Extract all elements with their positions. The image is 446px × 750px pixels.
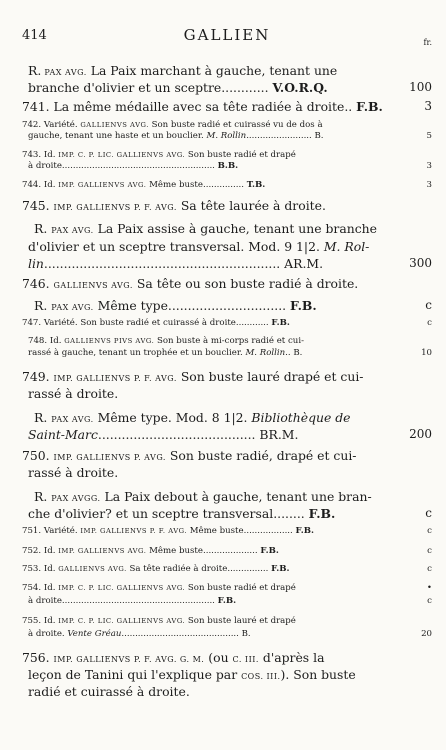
text-run: PAX AVG. [41,68,87,77]
text-run: 755. Id. [22,616,59,626]
line-text [22,526,314,536]
line-text [28,684,190,699]
line-text [28,131,324,141]
text-run: Son buste lauré drapé et cui- [176,369,364,384]
text-run: 751. Variété. [22,526,81,536]
text-run: 754. Id. [22,583,59,593]
line-text [28,629,251,639]
text-run: IMP. GALLIENVS AVG. [58,181,147,189]
text-run: rassé à droite. [28,465,119,480]
text-run: ........................................... B. [121,629,251,639]
text-run: IMP. GALLIENVS P. F. AVG. G. M. [53,655,205,664]
text-run: PAX AVG. [51,415,94,424]
text-run: gauche, tenant une haste et un bouclier. [28,131,207,141]
line-text [28,348,302,358]
price-value: 300 [409,256,432,270]
page-number: 414 [22,28,47,43]
text-run: M. Rollin [245,348,286,358]
text-run: Même buste............... [146,180,247,190]
text-run: R. [34,410,52,425]
text-run: 746. [22,276,54,291]
price-value: • [426,583,432,593]
text-run: La Paix assise à gauche, tenant une branche [93,221,377,236]
line-text [28,596,236,606]
text-run: Son buste radié et cuirassé vu de dos à [148,120,323,130]
text-run: d'olivier et un sceptre transversal. Mod. 9 1|2. [28,239,324,254]
line-text [28,256,323,271]
line-text [22,120,323,130]
text-run: F.B. [356,99,383,114]
text-run: 756. [22,650,54,665]
price-column-label: fr. [423,38,432,47]
line-text [22,616,296,626]
text-run: 743. Id. [22,150,59,160]
line-text [28,80,328,95]
text-run: 752. Id. [22,546,59,556]
price-value: 10 [421,348,432,358]
text-run: R. [34,298,52,313]
text-run: C. III. [232,655,259,664]
text-run: 747. Variété. Son buste radié et cuirassé à droite............ [22,318,272,328]
page-title: GALLIEN [183,26,271,44]
line-text [28,336,304,346]
text-run: IMP. C. P. LIC. GALLIENVS AVG. [58,151,186,159]
text-run: lin [28,256,44,271]
line-text [28,386,118,401]
text-run: (ou [204,650,233,665]
text-run: 741. La même médaille avec sa tête radiée à droite.. [22,99,357,114]
text-run: à droite........................................................ [28,596,218,606]
line-text [34,298,317,313]
text-run: ............................................................ AR.M. [43,256,324,271]
line-text [22,583,296,593]
line-text [22,546,279,556]
text-run: R. [34,489,52,504]
line-text [28,239,369,254]
price-value: 3 [426,180,432,190]
text-run: F.B. [217,596,237,606]
text-run: IMP. C. P. LIC. GALLIENVS AVG. [58,584,186,592]
text-run: GALLIENVS PIVS AVG. [64,337,155,345]
line-text [22,150,296,160]
line-text [22,318,290,328]
line-text [22,564,290,574]
text-run: Saint-Marc [28,427,98,442]
text-run: R. [34,221,52,236]
text-run: Son buste radié, drapé et cui- [165,448,357,463]
text-run: 749. [22,369,54,384]
price-value: 200 [409,427,432,441]
text-run: 742. Variété. [22,120,81,130]
text-run: GALLIENVS AVG. [53,281,133,290]
text-run: Même type.............................. [93,298,291,313]
text-run: M. Rollin [206,131,247,141]
text-run: rassé à droite. [28,386,119,401]
text-run: GALLIENVS AVG. [58,565,127,573]
text-run: Son buste radié et drapé [185,583,296,593]
text-run: IMP. GALLIENVS P. F. AVG. [53,203,177,212]
text-run: F.B. [271,318,290,328]
price-value: c [427,546,432,556]
text-run: IMP. C. P. LIC. GALLIENVS AVG. [58,617,186,625]
price-value: 3 [426,161,432,171]
price-value: 20 [421,629,432,639]
text-run: V.O.R.Q. [272,80,328,95]
line-text [22,650,324,665]
text-run: IMP. GALLIENVS P. F. AVG. [53,374,177,383]
text-run: Son buste lauré et drapé [185,616,296,626]
price-value: c [427,596,432,606]
text-run: F.B. [290,298,317,313]
text-run: 744. Id. [22,180,59,190]
text-run: ). Son buste [280,667,356,682]
text-run: Vente Gréau [67,629,122,639]
line-text [28,465,118,480]
text-run: Son buste radié et drapé [185,150,296,160]
text-run: Son buste à mi-corps radié et cui- [154,336,304,346]
text-run: Même buste.................... [146,546,261,556]
text-run: IMP. GALLIENVS AVG. [58,547,147,555]
text-run: F.B. [260,546,279,556]
line-text [34,221,377,236]
text-run: B.B. [217,161,239,171]
text-run: branche d'olivier et un sceptre............ [28,80,273,95]
text-run: F.B. [295,526,314,536]
line-text [28,63,337,78]
line-text [28,427,298,442]
text-run: La Paix marchant à gauche, tenant une [86,63,338,78]
text-run: che d'olivier? et un sceptre transversal........ [28,506,309,521]
text-run: Sa tête ou son buste radié à droite. [132,276,359,291]
text-run: 748. Id. [28,336,65,346]
text-run: à droite........................................................ [28,161,218,171]
price-value: c [425,298,432,312]
line-text [22,276,358,291]
text-run: M. Rol- [323,239,370,254]
text-run: PAX AVGG. [51,494,101,503]
line-text [22,448,357,463]
line-text [28,506,335,521]
line-text [28,161,238,171]
text-run: ........................ B. [246,131,324,141]
line-text [22,99,383,114]
text-run: R. [28,63,42,78]
text-run: La Paix debout à gauche, tenant une bran- [100,489,372,504]
text-run: ........................................ BR.M. [97,427,299,442]
text-run: Sa tête radiée à droite............... [126,564,272,574]
price-value: c [427,564,432,574]
text-run: GALLIENVS AVG. [80,121,149,129]
price-value: c [427,526,432,536]
text-run: COS. III. [241,672,281,681]
text-run: .. B. [285,348,303,358]
text-run: d'après la [258,650,325,665]
text-run: Sa tête laurée à droite. [176,198,326,213]
text-run: 753. Id. [22,564,59,574]
line-text [34,410,351,425]
text-run: IMP. GALLIENVS P. AVG. [53,453,166,462]
price-value: 5 [426,131,432,141]
text-run: Bibliothèque de [251,410,351,425]
text-run: Même type. Mod. 8 1|2. [93,410,252,425]
price-value: c [425,506,432,520]
line-text [28,667,356,682]
line-text [22,198,326,213]
text-run: Même buste.................. [187,526,296,536]
text-run: F.B. [308,506,336,521]
text-run: 750. [22,448,54,463]
price-value: 100 [409,80,432,94]
text-run: 745. [22,198,54,213]
line-text [34,489,372,504]
text-run: à droite. [28,629,68,639]
text-run: rassé à gauche, tenant un trophée et un bouclier. [28,348,246,358]
line-text [22,180,265,190]
text-run: leçon de Tanini qui l'explique par [28,667,242,682]
text-run: radié et cuirassé à droite. [28,684,190,699]
price-value: c [427,318,432,328]
text-run: PAX AVG. [51,303,94,312]
text-run: T.B. [246,180,266,190]
line-text [22,369,364,384]
text-run: F.B. [271,564,290,574]
text-run: PAX AVG. [51,226,94,235]
text-run: IMP. GALLIENVS P. F. AVG. [80,527,188,535]
page-header [22,26,432,46]
price-value: 3 [424,99,432,113]
